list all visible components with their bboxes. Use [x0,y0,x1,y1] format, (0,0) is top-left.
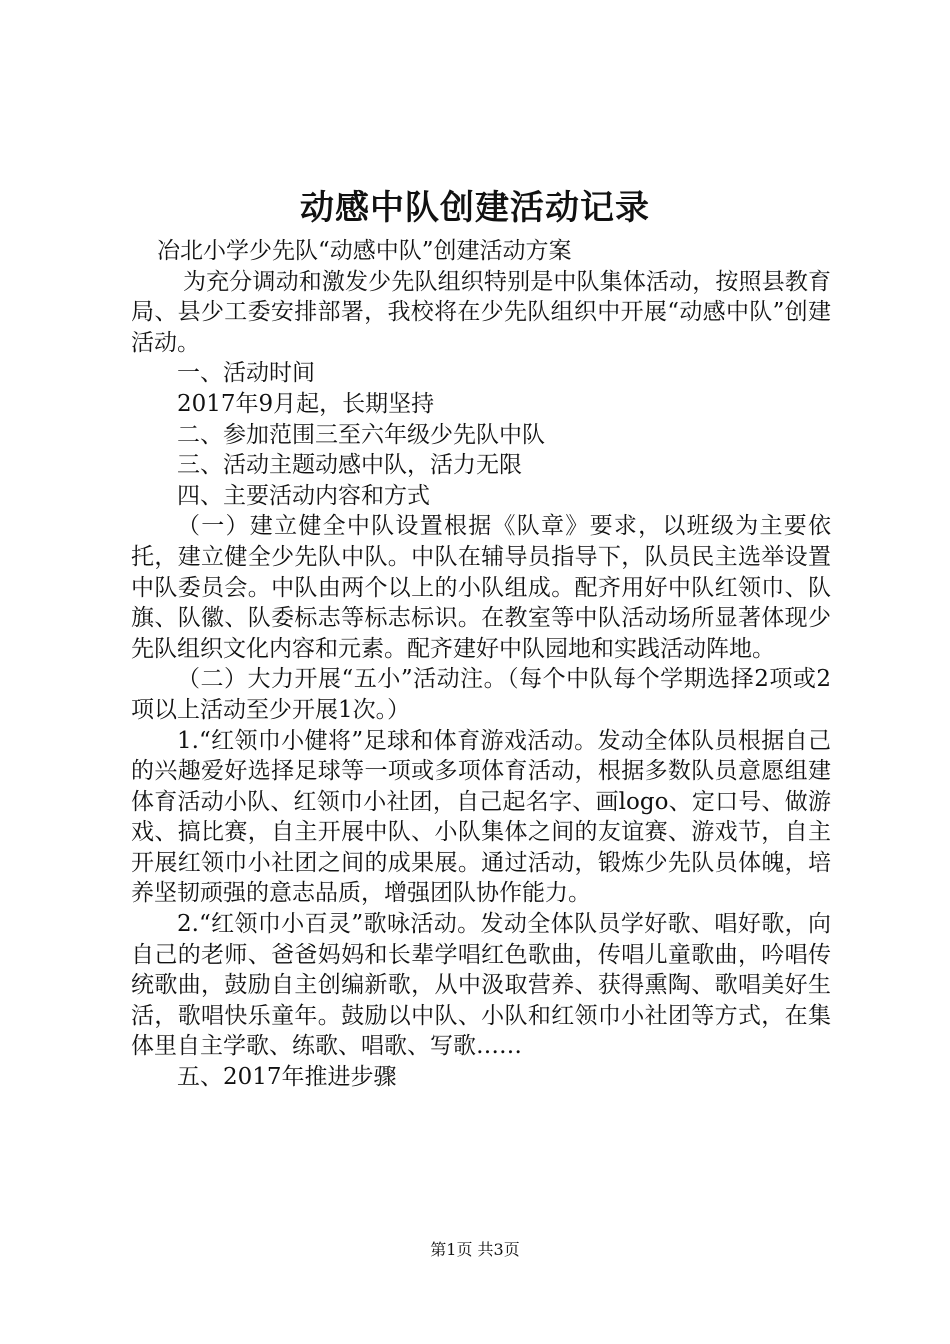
section-heading-theme: 三、活动主题动感中队，活力无限 [177,452,522,479]
section-heading-scope: 二、参加范围三至六年级少先队中队 [177,421,545,448]
section-heading-steps: 五、2017年推进步骤 [177,1064,397,1091]
activity-two-paragraph: 2.“红领巾小百灵”歌咏活动。发动全体队员学好歌、唱好歌，向自己的老师、爸爸妈妈和长辈学唱红色歌曲，传唱儿童歌曲，吟唱传统歌曲，鼓励自主创编新歌，从中汲取营养、获得熏陶、歌唱美好生活，歌唱快乐童年。鼓励以中队、小队和红领巾小社团等方式，在集体里自主学歌、练歌、唱歌、写歌…… [131,911,831,1060]
section-heading-content: 四、主要活动内容和方式 [177,482,430,509]
subsection-two-paragraph: （二）大力开展“五小”活动注。（每个中队每个学期选择2项或2项以上活动至少开展1次。） [131,666,831,723]
time-detail: 2017年9月起，长期坚持 [177,390,435,417]
document-body [131,236,831,1093]
page-footer: 第1页 共3页 [430,1240,520,1259]
section-heading-time: 一、活动时间 [177,360,315,387]
plan-heading: 冶北小学少先队“动感中队”创建活动方案 [157,238,572,264]
subsection-one-paragraph: （一）建立健全中队设置根据《队章》要求，以班级为主要依托，建立健全少先队中队。中队在辅导员指导下，队员民主选举设置中队委员会。中队由两个以上的小队组成。配齐用好中队红领巾、队旗、队徽、队委标志等标志标识。在教室等中队活动场所显著体现少先队组织文化内容和元素。配齐建好中队园地和实践活动阵地。 [131,513,831,662]
activity-one-paragraph: 1.“红领巾小健将”足球和体育游戏活动。发动全体队员根据自己的兴趣爱好选择足球等一项或多项体育活动，根据多数队员意愿组建体育活动小队、红领巾小社团，自己起名字、画logo、定口号、做游戏、搞比赛，自主开展中队、小队集体之间的友谊赛、游戏节，自主开展红领巾小社团之间的成果展。通过活动，锻炼少先队员体魄，培养坚韧顽强的意志品质，增强团队协作能力。 [131,727,831,907]
document-title: 动感中队创建活动记录 [300,188,650,228]
intro-paragraph: 为充分调动和激发少先队组织特别是中队集体活动，按照县教育局、县少工委安排部署，我校将在少先队组织中开展“动感中队”创建活动。 [131,268,831,356]
